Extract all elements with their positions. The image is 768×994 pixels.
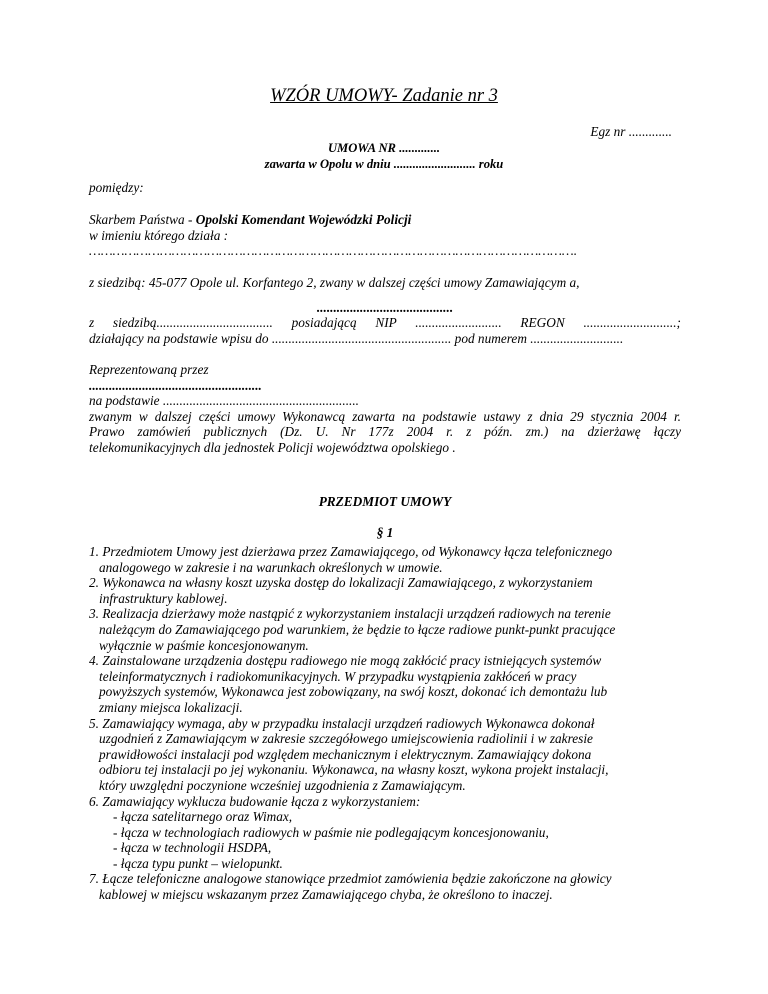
list-item: 2. Wykonawca na własny koszt uzyska dostęp do lokalizacji Zamawiającego, z wykorzystaniem infrastruktury kablowej. (89, 575, 593, 606)
client-block (89, 212, 681, 259)
representation-block (89, 362, 681, 456)
contractor-clause-line3: telekomunikacyjnych dla jednostek Policji województwa opolskiego . (89, 439, 456, 455)
contract-header (0, 141, 768, 173)
basis-line: na podstawie ........................................................... (89, 393, 360, 409)
document-title: WZÓR UMOWY- Zadanie nr 3 (270, 86, 498, 106)
exclusion-item: - łącza w technologii HSDPA, (113, 840, 272, 856)
list-item: 3. Realizacja dzierżawy może nastąpić z wykorzystaniem instalacji urządzeń radiowych na terenie należącym do Zamawiającego pod warunkiem, że będzie to łącze radiowe punkt-punkt pracujące wyłącznie w paśmie koncesjonowanym. (89, 606, 616, 653)
client-representative-dots: ……………………………………………………………………………………………………………. (89, 243, 578, 259)
exclusion-item: - łącza satelitarnego oraz Wimax, (113, 809, 293, 825)
represented-by-dots: .................................................... (89, 377, 262, 393)
between-label: pomiędzy: (89, 180, 144, 195)
client-party (89, 212, 681, 228)
contractor-name-dots: ......................................... (316, 300, 454, 315)
list-item: 4. Zainstalowane urządzenia dostępu radiowego nie mogą zakłócić pracy istniejących systemów teleinformatycznych i radiokomunikacyjnych. W przypadku wystąpienia zakłóceń w pracy powyższych systemów, Wykonawca jest zobowiązany, na swój koszt, dokonać ich demontażu lub zmiany miejsca lokalizacji. (89, 653, 608, 715)
list-item: 5. Zamawiający wymaga, aby w przypadku instalacji urządzeń radiowych Wykonawca dokonał uzgodnień z Zamawiającym w zakresie szczegółowego umiejscowienia radiolinii i w zakresie prawidłowości instalacji pod względem mechanicznym i elektrycznym. Zamawiający dokona odbioru tej instalacji po jej wykonaniu. Wykonawca, na własny koszt, wykona projekt instalacji, który uwzględni poczynione wcześniej uzgodnienia z Zamawiającym. (89, 715, 609, 793)
contract-number: UMOWA NR ............. (327, 141, 441, 155)
represented-by-label: Reprezentowaną przez (89, 362, 209, 377)
client-name: Opolski Komendant Wojewódzki Policji (195, 212, 412, 227)
contractor-clause-line1: zwanym w dalszej części umowy Wykonawcą zawarta na podstawie ustawy z dnia 29 stycznia 2004 r. (89, 408, 681, 424)
client-represented-label: w imieniu którego działa : (89, 227, 229, 243)
paragraph-marker: § 1 (376, 525, 394, 540)
contractor-seat-nip-regon: z siedzibą................................... posiadającą NIP .......................... REGON ............................; (89, 315, 681, 330)
exclusion-item: - łącza typu punkt – wielopunkt. (113, 855, 283, 871)
list-item: 7. Łącze telefoniczne analogowe stanowiące przedmiot zamówienia będzie zakończone na głowicy kablowej w miejscu wskazanym przez Zamawiającego chyba, że określono to inaczej. (89, 871, 612, 903)
section-heading: PRZEDMIOT UMOWY (318, 494, 452, 509)
list-item: 1. Przedmiotem Umowy jest dzierżawa przez Zamawiającego, od Wykonawcy łącza telefonicznego analogowego w zakresie i na warunkach określonych w umowie. (89, 544, 613, 575)
contract-place-date: zawarta w Opolu w dniu .......................... roku (264, 156, 504, 171)
copy-number: Egz nr ............. (590, 124, 672, 139)
contractor-clause-line2: Prawo zamówień publicznych (Dz. U. Nr 177z 2004 r. z późn. zm.) na dzierżawę łączy (89, 424, 681, 440)
contractor-registry: działający na podstawie wpisu do ...................................................... pod numerem ............................ (89, 330, 624, 346)
client-address: z siedzibą: 45-077 Opole ul. Korfantego 2, zwany w dalszej części umowy Zamawiającym a, (89, 275, 580, 290)
contractor-block (89, 315, 681, 346)
list-item: 6. Zamawiający wyklucza budowanie łącza z wykorzystaniem: - łącza satelitarnego oraz Wimax, - łącza w technologiach radiowych w paśmie nie podlegającym koncesjonowaniu, - łącza w technologii HSDPA, - łącza typu punkt – wielopunkt. (89, 794, 681, 872)
terms-list (89, 544, 681, 903)
exclusion-item: - łącza w technologiach radiowych w paśmie nie podlegającym koncesjonowaniu, (113, 824, 549, 840)
client-prefix: Skarbem Państwa - (89, 212, 196, 227)
